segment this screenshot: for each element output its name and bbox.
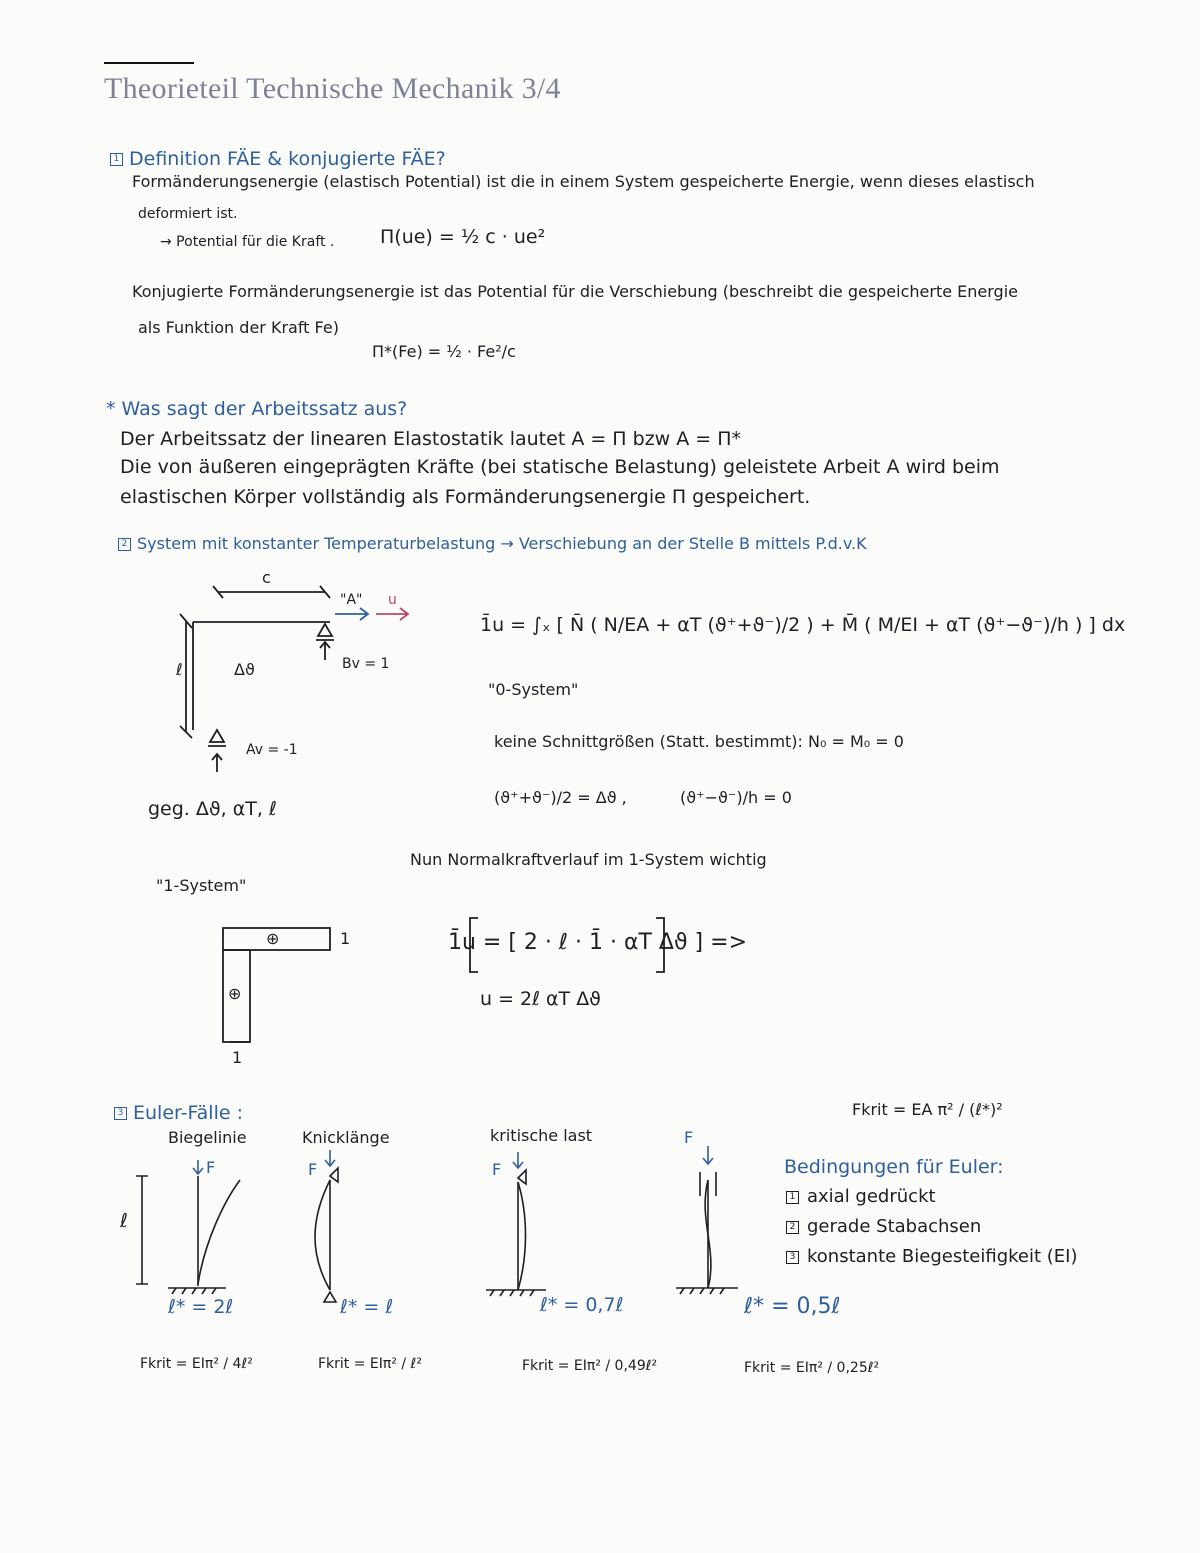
section-4-heading [114, 1102, 243, 1124]
fcrit-general: Fkrit = EA π² / (ℓ*)² [852, 1100, 1003, 1119]
label-knicklaenge: Knicklänge [302, 1128, 390, 1147]
result-equation-1: 1̄u = [ 2 · ℓ · 1̄ · αT Δϑ ] => [448, 930, 747, 955]
condition-2 [786, 1216, 981, 1237]
label-biegelinie: Biegelinie [168, 1128, 247, 1147]
section-4-heading-text: Euler-Fälle : [133, 1102, 243, 1124]
s1-line-4: als Funktion der Kraft Fe) [138, 318, 339, 337]
normal-force-note: Nun Normalkraftverlauf im 1-System wichtig [410, 850, 767, 869]
s2-line-2: Die von äußeren eingeprägten Kräfte (bei statische Belastung) geleistete Arbeit A wird beim [120, 456, 1000, 478]
section-4-number: 3 [114, 1107, 127, 1120]
euler-2-fcrit: Fkrit = EIπ² / ℓ² [318, 1356, 422, 1372]
condition-1-text: axial gedrückt [807, 1186, 936, 1207]
section-1-heading-text: Definition FÄE & konjugierte FÄE? [129, 148, 446, 170]
one-label-beam: 1 [340, 929, 351, 948]
force-label-4: F [684, 1128, 694, 1147]
label-delta-theta: Δϑ [234, 660, 255, 679]
one-system-label: "1-System" [156, 876, 247, 895]
section-3-heading-text: System mit konstanter Temperaturbelastung → Verschiebung an der Stelle B mittels P.d.v.K [137, 534, 867, 553]
no-internal-forces: keine Schnittgrößen (Statt. bestimmt): N₀ = M₀ = 0 [494, 732, 904, 751]
temperature-condition-1: (ϑ⁺+ϑ⁻)/2 = Δϑ , [494, 788, 627, 807]
label-a-point: "A" [340, 592, 363, 608]
label-bv: Bv = 1 [342, 656, 390, 672]
label-c: c [262, 568, 271, 587]
euler-3-fcrit: Fkrit = EIπ² / 0,49ℓ² [522, 1358, 658, 1374]
label-u: u [388, 592, 397, 608]
page-title: Theorieteil Technische Mechanik 3/4 [104, 72, 561, 105]
force-label-2: F [308, 1160, 318, 1179]
arrow-av [212, 754, 222, 772]
zero-system-label: "0-System" [488, 680, 579, 699]
arrow-bv [320, 642, 330, 660]
arrow-u-red [376, 608, 408, 620]
condition-3-text: konstante Biegesteifigkeit (EI) [807, 1246, 1078, 1267]
conditions-title: Bedingungen für Euler: [784, 1156, 1004, 1178]
s1-equation-1: Π(ue) = ½ c · ue² [380, 226, 546, 248]
result-equation-2: u = 2ℓ αT Δϑ [480, 988, 601, 1010]
euler-3-length: ℓ* = 0,7ℓ [540, 1294, 624, 1316]
section-3-number: 2 [118, 538, 131, 551]
euler-l-label: ℓ [120, 1210, 128, 1232]
euler-4-fcrit: Fkrit = EIπ² / 0,25ℓ² [744, 1360, 880, 1376]
euler-1-length: ℓ* = 2ℓ [168, 1296, 234, 1318]
force-label-1: F [206, 1158, 216, 1177]
section-1-number: 1 [110, 153, 123, 166]
s1-line-3: Konjugierte Formänderungsenergie ist das Potential für die Verschiebung (beschreibt die gespeicherte Energie [132, 282, 1018, 301]
s2-line-3: elastischen Körper vollständig als Formänderungsenergie Π gespeichert. [120, 486, 811, 508]
arrow-a-blue [335, 608, 368, 620]
euler-1-buckling-curve [198, 1180, 240, 1284]
s1-line-1: Formänderungsenergie (elastisch Potential) ist die in einem System gespeicherte Energie, wenn dieses elastisch [132, 172, 1035, 191]
condition-3 [786, 1246, 1078, 1267]
s1-arrow-note: → Potential für die Kraft . [160, 234, 335, 250]
euler-3-buckling-curve [518, 1182, 526, 1290]
s1-line-2: deformiert ist. [138, 206, 238, 222]
euler-2-buckling-curve [315, 1180, 330, 1290]
support-b [318, 624, 332, 636]
temperature-condition-2: (ϑ⁺−ϑ⁻)/h = 0 [680, 788, 792, 807]
condition-1-number: 1 [786, 1191, 799, 1204]
force-label-3: F [492, 1160, 502, 1179]
label-av: Av = -1 [246, 742, 298, 758]
label-kritische-last: kritische last [490, 1126, 593, 1145]
one-label-column: 1 [232, 1048, 243, 1067]
label-l: ℓ [176, 660, 183, 679]
euler-l-dimension [136, 1176, 148, 1284]
condition-1 [786, 1186, 936, 1207]
s1-equation-2: Π*(Fe) = ½ · Fe²/c [372, 342, 516, 361]
section-2-heading: * Was sagt der Arbeitssatz aus? [106, 398, 408, 420]
euler-2-length: ℓ* = ℓ [340, 1296, 394, 1318]
plus-sign-beam: ⊕ [266, 929, 280, 948]
condition-2-text: gerade Stabachsen [807, 1216, 982, 1237]
s2-line-1: Der Arbeitssatz der linearen Elastostatik lautet A = Π bzw A = Π* [120, 428, 742, 450]
condition-2-number: 2 [786, 1221, 799, 1234]
given-values: geg. Δϑ, αT, ℓ [148, 798, 277, 820]
euler-1-fcrit: Fkrit = EIπ² / 4ℓ² [140, 1356, 253, 1372]
condition-3-number: 3 [786, 1251, 799, 1264]
pdvk-equation: 1̄u = ∫ₓ [ N̄ ( N/EA + αT (ϑ⁺+ϑ⁻)/2 ) + M̄ ( M/EI + αT (ϑ⁺−ϑ⁻)/h ) ] dx [480, 614, 1126, 636]
euler-4-length: ℓ* = 0,5ℓ [744, 1294, 841, 1319]
support-a [210, 730, 224, 742]
plus-sign-column: ⊕ [228, 984, 242, 1003]
